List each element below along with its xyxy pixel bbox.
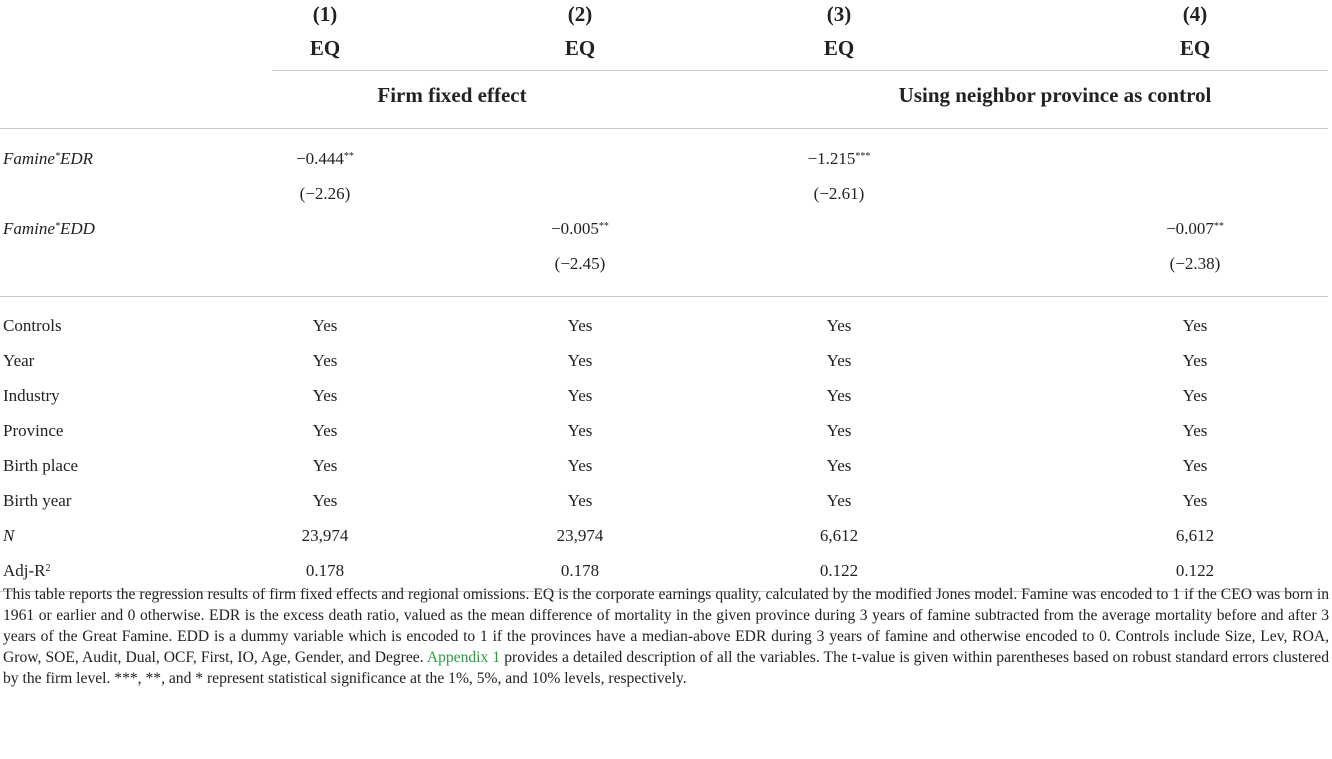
birth-year-col3: Yes: [826, 491, 852, 510]
row-label-n: N: [3, 526, 15, 545]
coef-famine-edr-col3: −1.215***: [807, 149, 871, 168]
n-col1: 23,974: [301, 526, 349, 545]
controls-col4: Yes: [1182, 316, 1208, 335]
n-col4: 6,612: [1175, 526, 1215, 545]
adj-r2-col1: 0.178: [305, 561, 345, 580]
controls-col1: Yes: [312, 316, 338, 335]
industry-col1: Yes: [312, 386, 338, 405]
tvalue-famine-edd-col2: (−2.45): [554, 254, 606, 273]
industry-col2: Yes: [567, 386, 593, 405]
year-col4: Yes: [1182, 351, 1208, 370]
row-label-famine-edd: Famine*EDD: [3, 219, 95, 238]
column-dependent-4: EQ: [1179, 36, 1211, 60]
birth-place-col2: Yes: [567, 456, 593, 475]
row-label-famine-edr: Famine*EDR: [3, 149, 93, 168]
year-col1: Yes: [312, 351, 338, 370]
tvalue-famine-edr-col3: (−2.61): [813, 184, 865, 203]
row-label-birth-year: Birth year: [3, 491, 72, 510]
column-number-2: (2): [567, 2, 593, 26]
province-col4: Yes: [1182, 421, 1208, 440]
appendix-link[interactable]: Appendix 1: [426, 649, 501, 666]
n-col3: 6,612: [819, 526, 859, 545]
row-label-province: Province: [3, 421, 64, 440]
row-label-year: Year: [3, 351, 35, 370]
row-label-controls: Controls: [3, 316, 62, 335]
birth-year-col2: Yes: [567, 491, 593, 510]
birth-year-col4: Yes: [1182, 491, 1208, 510]
group-rule: [0, 128, 1328, 129]
province-col3: Yes: [826, 421, 852, 440]
group-header-firm-fixed-effect: Firm fixed effect: [377, 83, 527, 107]
column-number-1: (1): [312, 2, 338, 26]
tvalue-famine-edd-col4: (−2.38): [1169, 254, 1221, 273]
industry-col3: Yes: [826, 386, 852, 405]
header-rule: [272, 70, 1328, 71]
coef-famine-edd-col4: −0.007**: [1166, 219, 1224, 238]
controls-col2: Yes: [567, 316, 593, 335]
table-note: This table reports the regression results of firm fixed effects and regional omissions. EQ is the corporate earnings quality, calculated by the modified Jones model. Famine was encoded to 1 if the CEO was born in 1961 or earlier and 0 otherwise. EDR is the excess death ratio, valued as the mean difference of mortality in the given province during 3 years of famine subtracted from the average mortality before and after 3 years of the Great Famine. EDD is a dummy variable which is encoded to 1 if the provinces have a median-above EDR during 3 years of famine and otherwise encoded to 0. Controls include Size, Lev, ROA, Grow, SOE, Audit, Dual, OCF, First, IO, Age, Gender, and Degree. Appendix 1 provides a detailed description of all the variables. The t-value is given within parentheses based on robust standard errors clustered by the firm level. ***, **, and * represent statistical significance at the 1%, 5%, and 10% levels, respectively.: [3, 586, 1329, 687]
birth-place-col3: Yes: [826, 456, 852, 475]
industry-col4: Yes: [1182, 386, 1208, 405]
adj-r2-col4: 0.122: [1175, 561, 1215, 580]
tvalue-famine-edr-col1: (−2.26): [299, 184, 351, 203]
body-rule: [0, 296, 1328, 297]
column-number-3: (3): [826, 2, 852, 26]
birth-year-col1: Yes: [312, 491, 338, 510]
column-dependent-3: EQ: [823, 36, 855, 60]
birth-place-col4: Yes: [1182, 456, 1208, 475]
group-header-neighbor-province: Using neighbor province as control: [898, 83, 1212, 107]
birth-place-col1: Yes: [312, 456, 338, 475]
column-dependent-2: EQ: [564, 36, 596, 60]
controls-col3: Yes: [826, 316, 852, 335]
coef-famine-edr-col1: −0.444**: [296, 149, 354, 168]
row-label-industry: Industry: [3, 386, 60, 405]
row-label-birth-place: Birth place: [3, 456, 79, 475]
row-label-adj-r2: Adj-$R^2$: [3, 561, 51, 580]
coef-famine-edd-col2: −0.005**: [551, 219, 609, 238]
column-number-4: (4): [1182, 2, 1208, 26]
year-col3: Yes: [826, 351, 852, 370]
province-col1: Yes: [312, 421, 338, 440]
adj-r2-col3: 0.122: [819, 561, 859, 580]
adj-r2-col2: 0.178: [560, 561, 600, 580]
year-col2: Yes: [567, 351, 593, 370]
province-col2: Yes: [567, 421, 593, 440]
column-dependent-1: EQ: [309, 36, 341, 60]
n-col2: 23,974: [556, 526, 604, 545]
